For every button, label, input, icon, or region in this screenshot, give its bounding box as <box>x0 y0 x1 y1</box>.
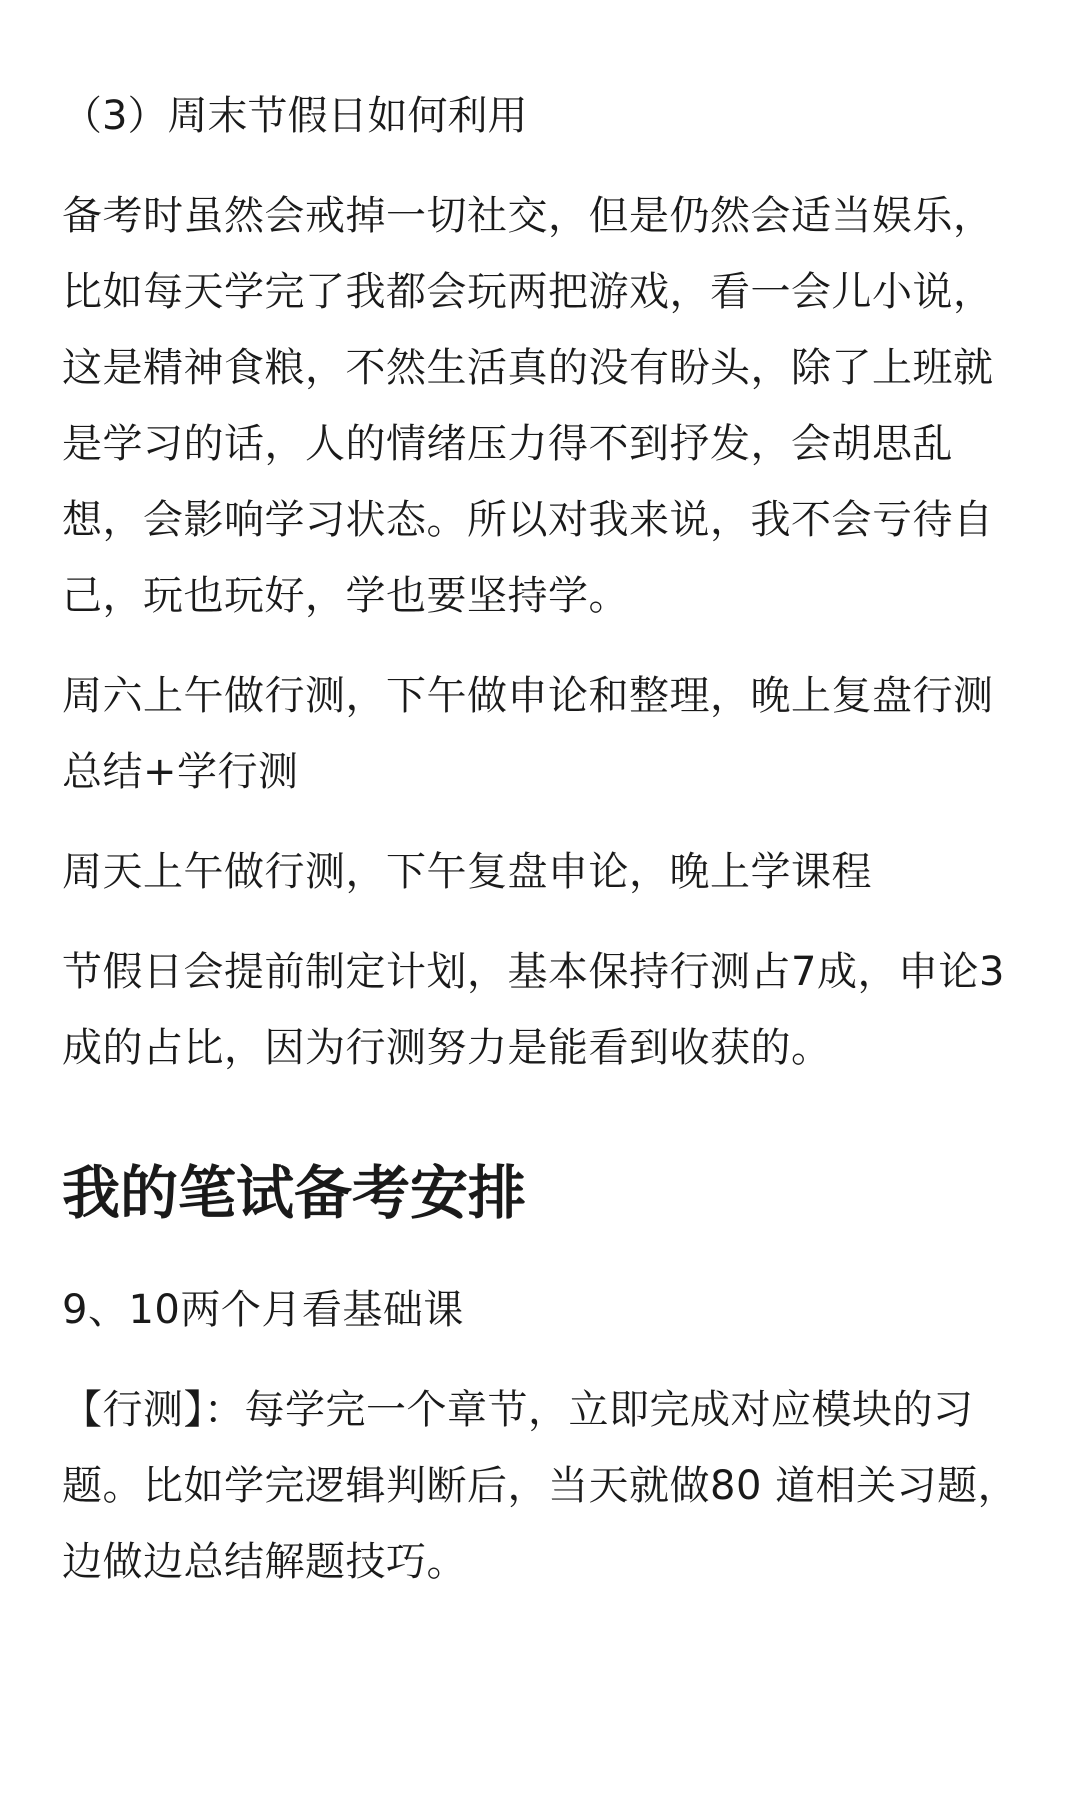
paragraph-sunday: 周天上午做行测，下午复盘申论，晚上学课程 <box>62 849 872 895</box>
paragraph-basic-course: 9、10两个月看基础课 <box>62 1287 464 1333</box>
paragraph-xingce: 【行测】：每学完一个章节，立即完成对应模块的习题。比如学完逻辑判断后，当天就做80 道相关习题，边做边总结解题技巧。 <box>62 1387 1019 1585</box>
article-body <box>62 78 1022 1624</box>
section-title-exam-plan: 我的笔试备考安排 <box>62 1159 527 1227</box>
subheading-weekend: （3）周末节假日如何利用 <box>62 93 528 139</box>
paragraph-entertainment: 备考时虽然会戒掉一切社交，但是仍然会适当娱乐，比如每天学完了我都会玩两把游戏，看一会儿小说，这是精神食粮，不然生活真的没有盼头，除了上班就是学习的话，人的情绪压力得不到抒发，会胡思乱想，会影响学习状态。所以对我来说，我不会亏待自己，玩也玩好，学也要坚持学。 <box>62 193 994 619</box>
paragraph-holidays: 节假日会提前制定计划，基本保持行测占7成，申论3成的占比，因为行测努力是能看到收获的。 <box>62 949 1005 1071</box>
paragraph-saturday: 周六上午做行测，下午做申论和整理，晚上复盘行测总结+学行测 <box>62 673 994 795</box>
